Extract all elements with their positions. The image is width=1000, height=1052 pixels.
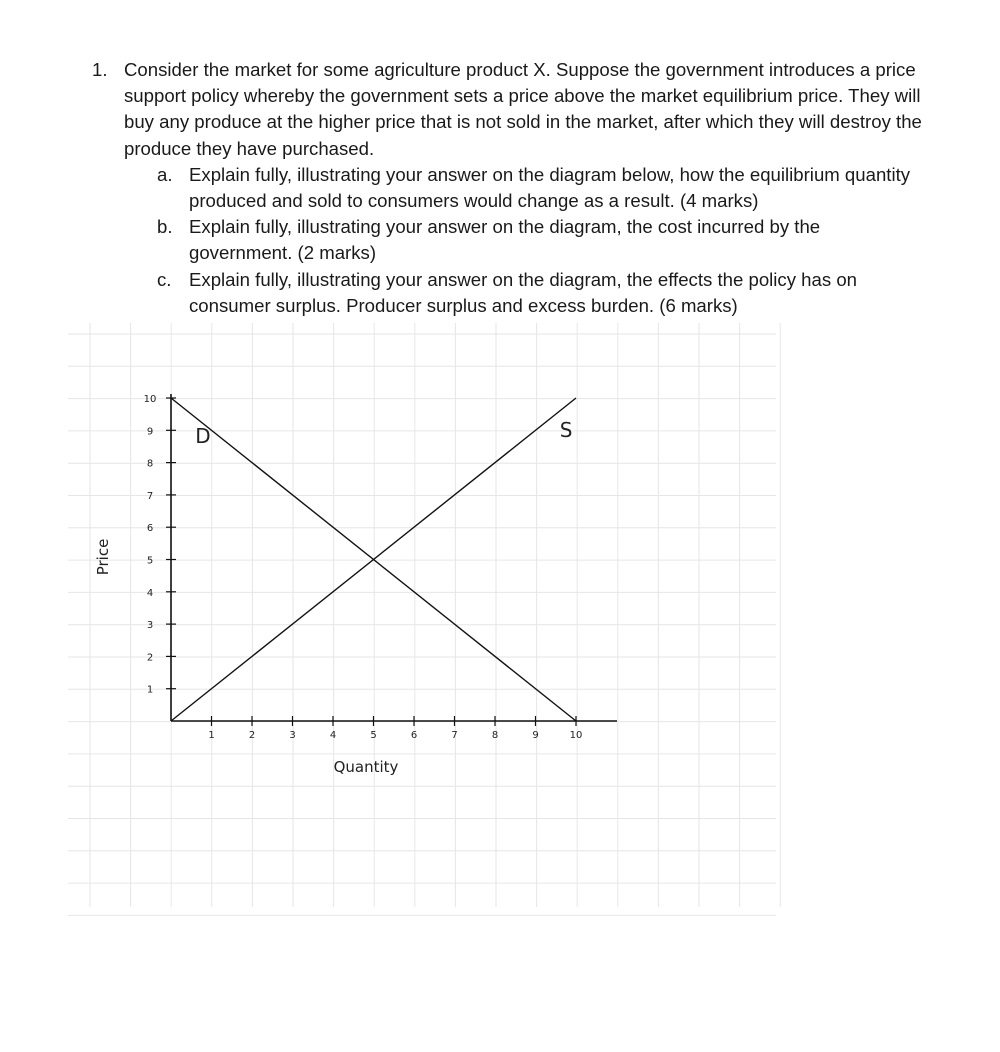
y-tick-label: 1 [146, 684, 154, 696]
y-tick-label: 3 [146, 620, 154, 632]
y-tick-label: 7 [146, 490, 154, 502]
x-tick-label: 2 [248, 730, 256, 741]
curves [171, 398, 576, 721]
x-tick-label: 5 [370, 730, 377, 741]
sub-question-text: Explain fully, illustrating your answer on the diagram, the effects the policy has on consumer surplus. Producer surplus and excess burden. (6 marks) [189, 268, 858, 316]
sub-question-label: c. [157, 268, 172, 290]
x-tick-label: 9 [532, 730, 539, 741]
y-tick-label: 10 [143, 394, 157, 405]
x-tick-label: 3 [289, 730, 296, 741]
sub-question-label: b. [157, 216, 173, 238]
x-tick-label: 10 [569, 730, 583, 741]
y-axis-label: Price [94, 538, 112, 576]
sub-question-text: Explain fully, illustrating your answer on the diagram, the cost incurred by the government. (2 marks) [189, 216, 821, 264]
sub-question-b [157, 214, 922, 266]
demand-label: D [195, 424, 211, 449]
supply-label: S [559, 417, 573, 442]
y-tick-label: 4 [146, 587, 154, 599]
sub-question-text: Explain fully, illustrating your answer on the diagram below, how the equilibrium quantity produced and sold to consumers would change as a result. (4 marks) [189, 163, 911, 212]
y-tick-label: 9 [146, 426, 154, 438]
y-tick-label: 5 [146, 555, 154, 567]
sub-question-a [157, 162, 922, 214]
x-tick-label: 6 [410, 730, 418, 741]
question-1 [92, 57, 922, 319]
x-tick-label: 4 [329, 730, 337, 741]
graph-paper-grid [68, 323, 780, 915]
x-tick-label: 1 [208, 730, 215, 741]
axes [171, 394, 617, 721]
x-tick-label: 8 [491, 730, 499, 741]
y-tick-label: 2 [146, 652, 154, 664]
question-text: Consider the market for some agriculture product X. Suppose the government introduces a price support policy whereby the government sets a price above the market equilibrium price. They will buy any produce at the higher price that is not sold in the market, after which they will destroy the produce they have purchased. [124, 59, 922, 159]
sub-question-c [157, 267, 922, 319]
y-tick-label: 8 [146, 458, 154, 470]
question-number: 1. [92, 59, 108, 80]
sub-question-label: a. [157, 163, 173, 185]
y-tick-label: 6 [146, 523, 154, 535]
x-tick-label: 7 [451, 730, 458, 741]
x-axis-label: Quantity [333, 758, 399, 776]
